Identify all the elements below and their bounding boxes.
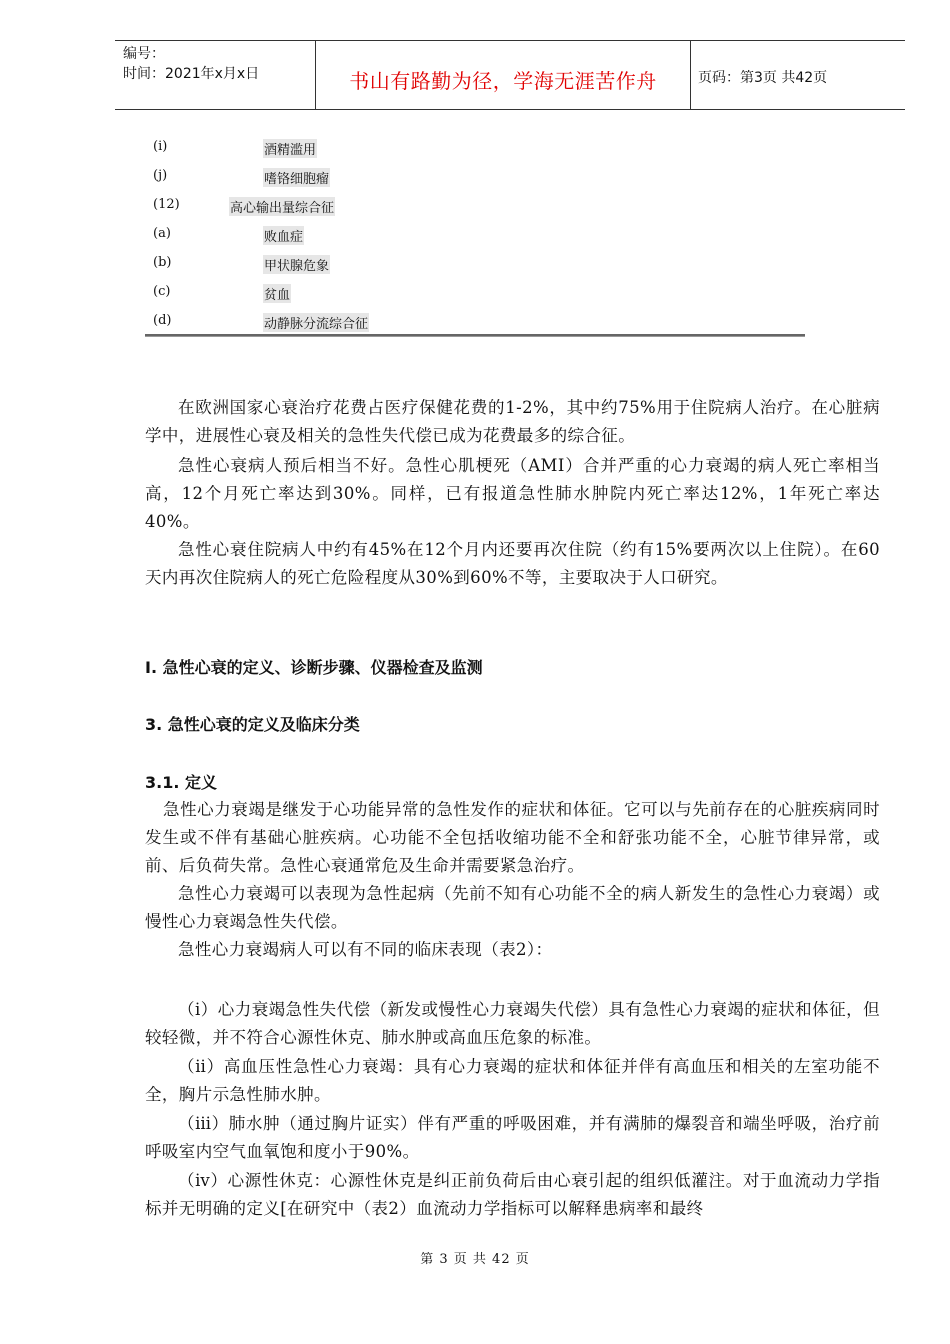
row-label: (a) (153, 226, 171, 241)
paragraph: （ⅳ）心源性休克：心源性休克是纠正前负荷后由心衰引起的组织低灌注。对于血流动力学指标并无明确的定义[在研究中（表2）血流动力学指标可以解释患病率和最终 (145, 1171, 880, 1218)
page-footer: 第 3 页 共 42 页 (420, 1252, 530, 1267)
row-value: 动静脉分流综合征 (263, 313, 369, 332)
paragraph: 急性心衰病人预后相当不好。急性心肌梗死（AMI）合并严重的心力衰竭的病人死亡率相当高，12个月死亡率达到30%。同样，已有报道急性肺水肿院内死亡率达12%，1年死亡率达40%。 (145, 456, 880, 531)
header-meta-cell (115, 41, 315, 109)
table-row (145, 162, 805, 191)
subsection-heading: 3. 急性心衰的定义及临床分类 (145, 715, 360, 734)
table-row (145, 191, 805, 220)
row-label: (d) (153, 313, 172, 328)
time-label: 时间：2021年x月x日 (123, 66, 260, 82)
motto: 书山有路勤为径，学海无涯苦作舟 (349, 69, 657, 93)
subsubsection-heading: 3.1. 定义 (145, 773, 217, 792)
cause-table (145, 133, 805, 336)
table-row (145, 307, 805, 336)
paragraph: 在欧洲国家心衰治疗花费占医疗保健花费的1-2%，其中约75%用于住院病人治疗。在心脏病学中，进展性心衰及相关的急性失代偿已成为花费最多的综合征。 (145, 398, 880, 445)
page-header (115, 40, 905, 110)
paragraph: （ⅰ）心力衰竭急性失代偿（新发或慢性心力衰竭失代偿）具有急性心力衰竭的症状和体征，但较轻微，并不符合心源性休克、肺水肿或高血压危象的标准。 (145, 1000, 880, 1047)
paragraph: 急性心衰住院病人中约有45%在12个月内还要再次住院（约有15%要两次以上住院）。在60天内再次住院病人的死亡危险程度从30%到60%不等，主要取决于人口研究。 (145, 540, 880, 587)
row-value: 高心输出量综合征 (229, 197, 335, 216)
paragraph: 急性心力衰竭可以表现为急性起病（先前不知有心功能不全的病人新发生的急性心力衰竭）或慢性心力衰竭急性失代偿。 (145, 884, 880, 931)
table-bottom-rule (145, 334, 805, 336)
header-motto-cell (315, 41, 691, 109)
header-page-cell (690, 41, 905, 109)
row-label: (i) (153, 139, 168, 154)
row-label: (12) (153, 197, 180, 212)
row-value: 败血症 (263, 226, 304, 245)
row-label: (b) (153, 255, 172, 270)
section-heading: Ⅰ. 急性心衰的定义、诊断步骤、仪器检查及监测 (145, 658, 483, 677)
paragraph: 急性心力衰竭病人可以有不同的临床表现（表2）： (178, 940, 553, 959)
serial-label: 编号： (123, 46, 165, 62)
paragraph: 急性心力衰竭是继发于心功能异常的急性发作的症状和体征。它可以与先前存在的心脏疾病同时发生或不伴有基础心脏疾病。心功能不全包括收缩功能不全和舒张功能不全，心脏节律异常，或前、后负荷失常。急性心衰通常危及生命并需要紧急治疗。 (145, 800, 880, 875)
row-label: (j) (153, 168, 168, 183)
paragraph: （ⅲ）肺水肿（通过胸片证实）伴有严重的呼吸困难，并有满肺的爆裂音和端坐呼吸，治疗前呼吸室内空气血氧饱和度小于90%。 (145, 1114, 880, 1161)
table-row (145, 249, 805, 278)
row-value: 酒精滥用 (263, 139, 317, 158)
row-value: 贫血 (263, 284, 291, 303)
table-row (145, 220, 805, 249)
table-row (145, 278, 805, 307)
table-row (145, 133, 805, 162)
row-label: (c) (153, 284, 171, 299)
row-value: 嗜铬细胞瘤 (263, 168, 330, 187)
row-value: 甲状腺危象 (263, 255, 330, 274)
paragraph: （ⅱ）高血压性急性心力衰竭：具有心力衰竭的症状和体征并伴有高血压和相关的左室功能不全，胸片示急性肺水肿。 (145, 1057, 880, 1104)
page-label: 页码：第3页 共42页 (698, 70, 828, 86)
